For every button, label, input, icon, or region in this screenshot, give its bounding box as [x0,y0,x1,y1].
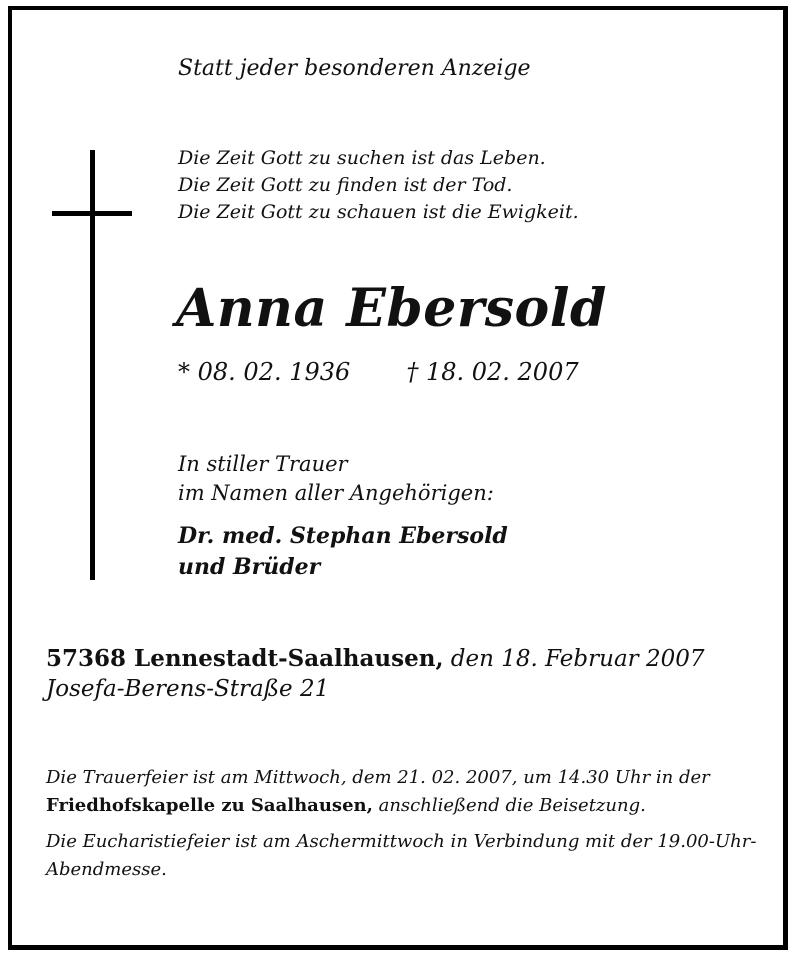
signer-line: und Brüder [178,554,321,580]
signers [178,521,508,583]
signer-line: Dr. med. Stephan Ebersold [178,523,508,549]
death-date: † 18. 02. 2007 [406,358,579,386]
funeral-text: Die Trauerfeier ist am Mittwoch, dem 21. 02. 2007, um 14.30 Uhr in der [46,767,710,788]
mourning-text [178,450,494,508]
motto-line: Die Zeit Gott zu finden ist der Tod. [178,174,513,196]
mourning-line: im Namen aller Angehörigen: [178,481,494,505]
motto [178,145,579,226]
deceased-name: Anna Ebersold [176,278,607,339]
city: 57368 Lennestadt-Saalhausen, [46,645,444,672]
cross-horizontal-bar [52,211,132,216]
notice-header: Statt jeder besonderen Anzeige [178,56,531,81]
mourning-line: In stiller Trauer [178,452,348,476]
address-block [46,644,705,704]
funeral-text-end: anschließend die Beisetzung. [372,795,646,816]
birth-date: * 08. 02. 1936 [178,358,351,386]
date: den 18. Februar 2007 [443,646,705,672]
chapel-name: Friedhofskapelle zu Saalhausen, [46,795,373,816]
eucharist-paragraph: Die Eucharistiefeier ist am Aschermittwoch in Verbindung mit der 19.00-Uhr-Abendmesse. [46,831,757,880]
motto-line: Die Zeit Gott zu suchen ist das Leben. [178,147,546,169]
funeral-paragraph [46,764,758,820]
life-dates [178,358,579,386]
service-info [46,764,758,892]
motto-line: Die Zeit Gott zu schauen ist die Ewigkeit. [178,201,579,223]
street: Josefa-Berens-Straße 21 [46,676,330,702]
location-date-line [46,644,705,674]
